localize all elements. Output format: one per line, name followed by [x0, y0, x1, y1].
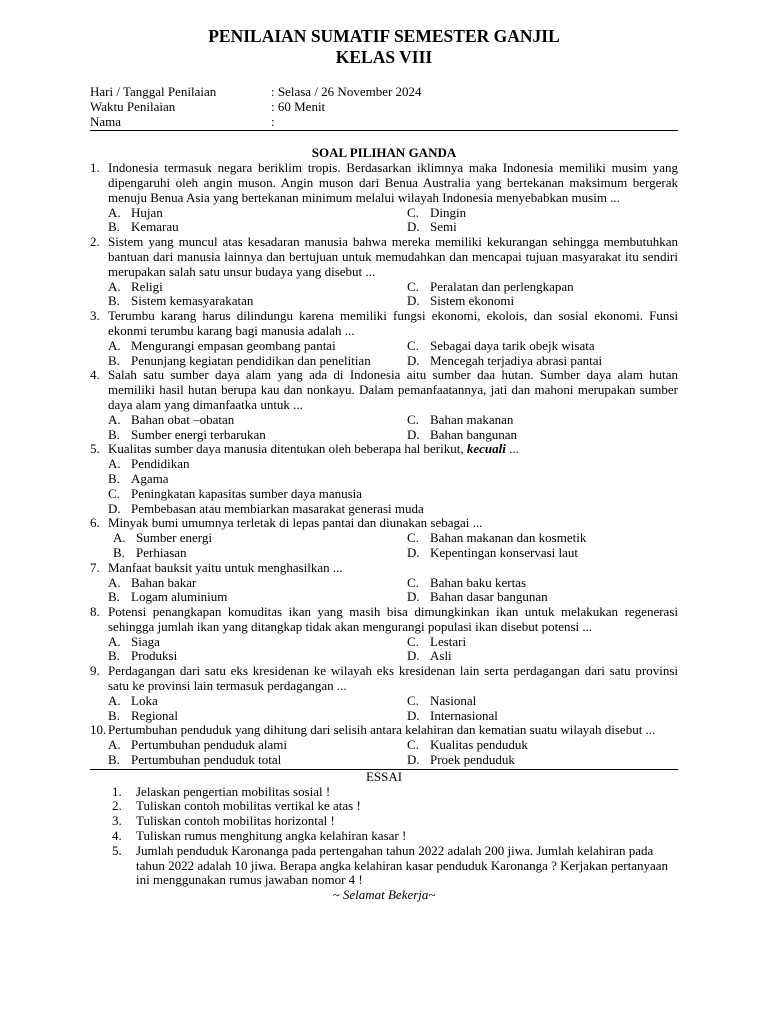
- option-text: Bahan bakar: [131, 574, 197, 590]
- essay-number: 5.: [112, 842, 122, 858]
- option-letter: B.: [108, 470, 120, 486]
- question-text: Sistem yang muncul atas kesadaran manusia bahwa mereka memiliki kekurangan sehingga membutuhkan bantuan dari manusia lainnya dan bertujuan untuk memudahkan dan mencapai tujuan masyarakat itu sendiri merupakan salah satu unsur budaya yang disebut ...: [108, 234, 678, 279]
- essay-item: [112, 799, 678, 814]
- essay-text: Tuliskan contoh mobilitas horizontal !: [136, 813, 335, 829]
- mc-question: [90, 664, 678, 723]
- option-letter: A.: [108, 633, 121, 649]
- option-text: Peralatan dan perlengkapan: [430, 278, 574, 294]
- info-value: : 60 Menit: [271, 98, 326, 114]
- option-letter: C.: [407, 530, 419, 546]
- option-letter: B.: [108, 352, 120, 368]
- option-text: Mencegah terjadiya abrasi pantai: [430, 352, 603, 368]
- answer-option: [407, 694, 678, 709]
- answer-option: [108, 590, 407, 605]
- question-text: Perdagangan dari satu eks kresidenan ke wilayah eks kresidenan lain serta perdagangan dari satu provinsi satu ke provinsi lain termasuk perdagangan ...: [108, 663, 678, 694]
- option-text: Regional: [131, 707, 178, 723]
- essay-text: Tuliskan contoh mobilitas vertikal ke atas !: [136, 798, 361, 814]
- question-text: Manfaat bauksit yaitu untuk menghasilkan ...: [108, 559, 343, 575]
- question-row: [90, 368, 678, 412]
- essay-number: 4.: [112, 828, 122, 844]
- answer-option: [407, 546, 678, 561]
- option-text: Kualitas penduduk: [430, 737, 528, 753]
- info-label: Nama: [90, 113, 122, 129]
- option-grid: [108, 413, 678, 443]
- option-text: Nasional: [430, 692, 477, 708]
- mc-question-list: [90, 161, 678, 768]
- question-number: 8.: [90, 604, 100, 620]
- question-row: [90, 516, 678, 531]
- option-text: Lestari: [430, 633, 467, 649]
- answer-option: [108, 753, 407, 768]
- answer-option: [113, 531, 407, 546]
- option-text: Sistem ekonomi: [430, 293, 515, 309]
- option-grid: [108, 206, 678, 236]
- answer-option: [407, 753, 678, 768]
- question-text: Terumbu karang harus dilindungu karena memiliki fungsi ekonomi, ekolois, dan sosial ekonomi. Funsi ekonmi terumbu karang bagi manusia adalah ...: [108, 308, 678, 338]
- option-text: Proek penduduk: [430, 752, 515, 768]
- essay-item: [112, 829, 678, 844]
- answer-option: [407, 206, 678, 221]
- answer-option: [108, 709, 407, 724]
- option-letter: C.: [407, 692, 419, 708]
- essay-text: Jumlah penduduk Karonanga pada pertengahan tahun 2022 adalah 200 jiwa. Jumlah kelahiran pada tahun 2022 adalah 10 jiwa. Berapa angka kelahiran kasar penduduk Karonanga ? Kerjakan pertanyaan ini menggunakan rumus jawaban nomor 4 !: [136, 842, 669, 888]
- option-text: Perhiasan: [136, 544, 187, 560]
- answer-option: [407, 339, 678, 354]
- option-text: Sumber energi terbarukan: [131, 426, 266, 442]
- option-letter: B.: [113, 544, 125, 560]
- mc-question: [90, 723, 678, 767]
- answer-option: [108, 294, 407, 309]
- option-grid: [108, 635, 678, 665]
- essay-question-list: [90, 785, 678, 889]
- answer-option: [108, 220, 407, 235]
- answer-option: [108, 413, 407, 428]
- option-text: Pertumbuhan penduduk alami: [131, 737, 287, 753]
- essay-number: 3.: [112, 813, 122, 829]
- answer-option: [407, 531, 678, 546]
- option-text: Peningkatan kapasitas sumber daya manusia: [131, 485, 363, 501]
- mc-question: [90, 442, 678, 516]
- option-letter: C.: [407, 278, 419, 294]
- question-text: Minyak bumi umumnya terletak di lepas pantai dan diunakan sebagai ...: [108, 515, 483, 531]
- option-letter: B.: [108, 293, 120, 309]
- option-grid: [108, 694, 678, 724]
- essay-text: Tuliskan rumus menghitung angka kelahiran kasar !: [136, 828, 407, 844]
- option-letter: D.: [108, 500, 121, 516]
- question-number: 10.: [90, 722, 107, 738]
- answer-option: [407, 590, 678, 605]
- question-number: 6.: [90, 515, 100, 531]
- option-text: Religi: [131, 278, 163, 294]
- answer-option: [407, 220, 678, 235]
- option-letter: C.: [407, 337, 419, 353]
- info-row-date: [90, 85, 678, 100]
- question-number: 2.: [90, 234, 100, 250]
- exam-page: [90, 26, 678, 903]
- option-letter: A.: [108, 692, 121, 708]
- answer-option: [108, 576, 407, 591]
- answer-option: [108, 487, 678, 502]
- answer-option: [407, 413, 678, 428]
- option-text: Hujan: [131, 204, 163, 220]
- option-letter: B.: [108, 219, 120, 235]
- option-text: Sebagai daya tarik obejk wisata: [430, 337, 595, 353]
- question-row: [90, 723, 678, 738]
- option-text: Pendidikan: [131, 456, 190, 472]
- question-row: [90, 235, 678, 279]
- option-text: Agama: [131, 470, 169, 486]
- question-text: Potensi penangkapan komuditas ikan yang masih bisa dimungkinkan ikan untuk melakukan regenerasi sehingga jumlah ikan yang ditangkap tidak akan mengurangi populasi ikan disebut potensi ...: [108, 604, 678, 634]
- answer-option: [108, 649, 407, 664]
- info-value: : Selasa / 26 November 2024: [271, 84, 422, 99]
- header-divider: [90, 130, 678, 131]
- info-row-name: [90, 115, 678, 130]
- option-text: Bahan makanan: [430, 411, 514, 427]
- option-text: Kemarau: [131, 219, 179, 235]
- essay-item: [112, 844, 678, 888]
- answer-option: [108, 457, 678, 472]
- mc-heading: SOAL PILIHAN GANDA: [311, 145, 457, 161]
- answer-option: [108, 428, 407, 443]
- option-letter: A.: [108, 456, 121, 472]
- question-text: [108, 442, 678, 457]
- essay-number: 1.: [112, 783, 122, 799]
- mc-question: [90, 161, 678, 235]
- answer-option: [407, 354, 678, 369]
- option-text: Loka: [131, 692, 158, 708]
- option-letter: A.: [108, 411, 121, 427]
- essay-text: Jelaskan pengertian mobilitas sosial !: [136, 783, 331, 799]
- option-text: Produksi: [131, 648, 178, 664]
- option-letter: A.: [108, 574, 121, 590]
- option-text: Kepentingan konservasi laut: [430, 544, 579, 560]
- option-text: Asli: [430, 648, 452, 664]
- option-text: Penunjang kegiatan pendidikan dan penelitian: [131, 352, 371, 368]
- answer-option: [407, 649, 678, 664]
- page-title: [90, 26, 678, 68]
- mc-question: [90, 605, 678, 664]
- answer-option: [407, 576, 678, 591]
- closing-text: ~ Selamat Bekerja~: [332, 887, 436, 903]
- option-text: Pembebasan atau membiarkan masarakat generasi muda: [131, 500, 424, 516]
- info-row-time: [90, 100, 678, 115]
- option-text: Semi: [430, 219, 457, 235]
- answer-option: [407, 280, 678, 295]
- option-letter: B.: [108, 426, 120, 442]
- option-text: Bahan makanan dan kosmetik: [430, 530, 587, 546]
- option-text: Dingin: [430, 204, 467, 220]
- option-letter: B.: [108, 707, 120, 723]
- question-number: 7.: [90, 559, 100, 575]
- question-number: 9.: [90, 663, 100, 679]
- answer-option: [108, 339, 407, 354]
- identity-block: [90, 85, 678, 129]
- answer-option: [407, 738, 678, 753]
- answer-option: [108, 738, 407, 753]
- option-grid: [108, 576, 678, 606]
- question-text-part: ...: [505, 441, 519, 457]
- option-text: Bahan dasar bangunan: [430, 589, 548, 605]
- question-number: 5.: [90, 441, 100, 457]
- answer-option: [108, 635, 407, 650]
- info-label: Waktu Penilaian: [90, 98, 176, 114]
- option-letter: D.: [407, 219, 420, 235]
- option-text: Pertumbuhan penduduk total: [131, 752, 282, 768]
- question-text: Pertumbuhan penduduk yang dihitung dari selisih antara kelahiran dan kematian suatu wilayah disebut ...: [108, 722, 656, 738]
- option-letter: D.: [407, 293, 420, 309]
- option-text: Bahan obat –obatan: [131, 411, 235, 427]
- option-letter: C.: [407, 574, 419, 590]
- option-letter: A.: [108, 737, 121, 753]
- option-text: Bahan bangunan: [430, 426, 518, 442]
- question-row: [90, 605, 678, 635]
- question-row: [90, 664, 678, 694]
- question-number: 4.: [90, 367, 100, 383]
- option-grid: [113, 531, 678, 561]
- answer-option: [108, 354, 407, 369]
- question-row: [90, 161, 678, 205]
- question-row: [90, 442, 678, 457]
- essay-heading: ESSAI: [365, 768, 403, 784]
- answer-option: [407, 635, 678, 650]
- option-text: Sumber energi: [136, 530, 212, 546]
- option-letter: D.: [407, 707, 420, 723]
- answer-option: [407, 428, 678, 443]
- option-text: Internasional: [430, 707, 498, 723]
- option-letter: A.: [108, 278, 121, 294]
- option-text: Siaga: [131, 633, 160, 649]
- answer-option: [108, 502, 678, 517]
- answer-option: [407, 709, 678, 724]
- question-text: Salah satu sumber daya alam yang ada di Indonesia aitu sumber daa hutan. Sumber daya alam hutan memiliki hasil hutan berupa kau dan nonkayu. Dalam pemanfaatannya, jati dan mahoni merupakan sumber daya alam yang dimanfaatka untuk ...: [108, 367, 678, 412]
- title-line-2: KELAS VIII: [335, 47, 433, 67]
- title-line-1: PENILAIAN SUMATIF SEMESTER GANJIL: [208, 26, 560, 46]
- option-letter: D.: [407, 752, 420, 768]
- option-letter: D.: [407, 352, 420, 368]
- answer-option: [108, 694, 407, 709]
- mc-question: [90, 309, 678, 368]
- answer-option: [108, 472, 678, 487]
- question-text-part: Kualitas sumber daya manusia ditentukan oleh beberapa hal berikut,: [108, 441, 467, 457]
- mc-question: [90, 561, 678, 605]
- option-letter: D.: [407, 426, 420, 442]
- option-letter: D.: [407, 648, 420, 664]
- option-grid: [108, 457, 678, 516]
- emphasis-kecuali: kecuali: [466, 441, 506, 457]
- question-number: 3.: [90, 308, 100, 324]
- mc-question: [90, 368, 678, 442]
- question-text: Indonesia termasuk negara beriklim tropis. Berdasarkan iklimnya maka Indonesia memiliki musim yang dipengaruhi oleh angin muson. Angin muson dari Benua Australia yang bertekanan maksimum bergerak menuju Benua Asia yang bertekanan minimum melalui wilayah Indonesia menyebabkan musim ...: [108, 160, 678, 205]
- option-letter: C.: [108, 485, 120, 501]
- option-letter: C.: [407, 411, 419, 427]
- answer-option: [407, 294, 678, 309]
- option-letter: B.: [108, 752, 120, 768]
- essay-item: [112, 785, 678, 800]
- option-letter: A.: [113, 530, 126, 546]
- option-text: Mengurangi empasan geombang pantai: [131, 337, 336, 353]
- option-letter: A.: [108, 204, 121, 220]
- option-grid: [108, 738, 678, 768]
- answer-option: [108, 280, 407, 295]
- info-value: :: [271, 113, 275, 129]
- option-grid: [108, 280, 678, 310]
- option-letter: B.: [108, 589, 120, 605]
- option-letter: D.: [407, 589, 420, 605]
- question-row: [90, 561, 678, 576]
- question-row: [90, 309, 678, 339]
- info-label: Hari / Tanggal Penilaian: [90, 84, 217, 99]
- option-text: Sistem kemasyarakatan: [131, 293, 254, 309]
- mc-question: [90, 235, 678, 309]
- option-letter: B.: [108, 648, 120, 664]
- option-text: Logam aluminium: [131, 589, 228, 605]
- option-letter: C.: [407, 204, 419, 220]
- question-number: 1.: [90, 160, 100, 176]
- answer-option: [108, 206, 407, 221]
- option-text: Bahan baku kertas: [430, 574, 527, 590]
- essay-item: [112, 814, 678, 829]
- essay-number: 2.: [112, 798, 122, 814]
- option-letter: D.: [407, 544, 420, 560]
- option-letter: A.: [108, 337, 121, 353]
- mc-question: [90, 516, 678, 560]
- answer-option: [113, 546, 407, 561]
- option-letter: C.: [407, 633, 419, 649]
- option-grid: [108, 339, 678, 369]
- option-letter: C.: [407, 737, 419, 753]
